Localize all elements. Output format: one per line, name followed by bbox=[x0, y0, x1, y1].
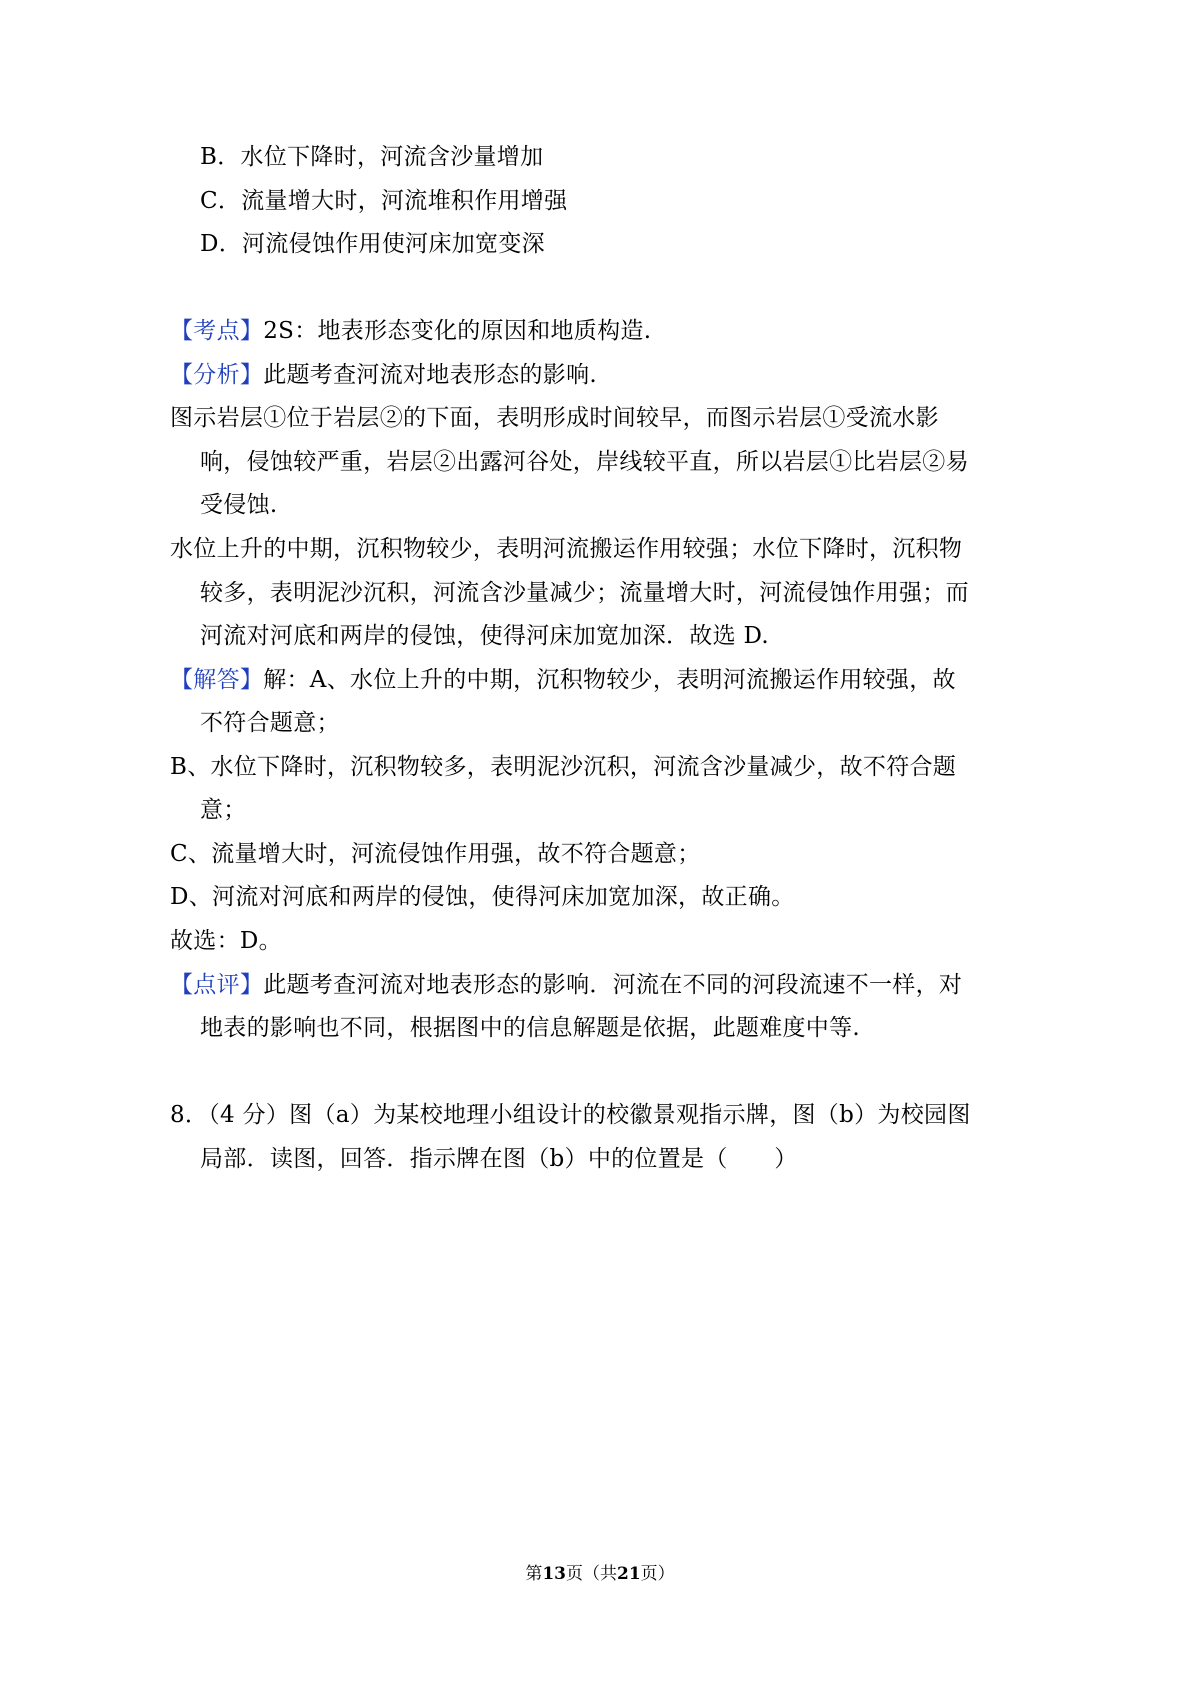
jieda-b-line-1: B、水位下降时，沉积物较多，表明泥沙沉积，河流含沙量减少，故不符合题 bbox=[170, 754, 957, 780]
kaodian-text: 2S：地表形态变化的原因和地质构造. bbox=[263, 318, 652, 344]
jieda-line-2: 不符合题意； bbox=[200, 710, 340, 736]
page-footer bbox=[0, 1563, 1200, 1585]
fenxi-p2-line-2: 较多，表明泥沙沉积，河流含沙量减少；流量增大时，河流侵蚀作用强；而 bbox=[200, 580, 969, 606]
question-8-line-1: 8．（4 分）图（a）为某校地理小组设计的校徽景观指示牌，图（b）为校园图 bbox=[170, 1102, 971, 1128]
footer-total-pages: 21 bbox=[617, 1564, 641, 1584]
footer-prefix: 第 bbox=[525, 1564, 543, 1584]
fenxi-p1-line-3: 受侵蚀. bbox=[200, 492, 278, 518]
option-d: D．河流侵蚀作用使河床加宽变深 bbox=[200, 231, 545, 257]
jieda-text: 解：A、水位上升的中期，沉积物较少，表明河流搬运作用较强，故 bbox=[263, 667, 956, 693]
jieda-tag: 【解答】 bbox=[170, 667, 264, 693]
jieda-d-line: D、河流对河底和两岸的侵蚀，使得河床加宽加深，故正确。 bbox=[170, 884, 795, 910]
fenxi-line bbox=[170, 360, 597, 390]
dianping-text: 此题考查河流对地表形态的影响．河流在不同的河段流速不一样，对 bbox=[263, 972, 963, 998]
fenxi-tag: 【分析】 bbox=[170, 362, 264, 388]
dianping-line-2: 地表的影响也不同，根据图中的信息解题是依据，此题难度中等. bbox=[200, 1015, 861, 1041]
footer-middle: 页（共 bbox=[566, 1564, 617, 1584]
dianping-line-1 bbox=[170, 970, 962, 1000]
option-b: B．水位下降时，河流含沙量增加 bbox=[200, 144, 544, 170]
fenxi-p2-line-3: 河流对河底和两岸的侵蚀，使得河床加宽加深．故选 D. bbox=[200, 623, 770, 649]
fenxi-p1-line-1: 图示岩层①位于岩层②的下面，表明形成时间较早，而图示岩层①受流水影 bbox=[170, 405, 939, 431]
dianping-tag: 【点评】 bbox=[170, 972, 264, 998]
kaodian-line bbox=[170, 316, 651, 346]
kaodian-tag: 【考点】 bbox=[170, 318, 264, 344]
footer-page-number: 13 bbox=[542, 1564, 566, 1584]
jieda-c-line: C、流量增大时，河流侵蚀作用强，故不符合题意； bbox=[170, 841, 701, 867]
jieda-b-line-2: 意； bbox=[200, 797, 247, 823]
fenxi-p2-line-1: 水位上升的中期，沉积物较少，表明河流搬运作用较强；水位下降时，沉积物 bbox=[170, 536, 963, 562]
jieda-line-1 bbox=[170, 665, 956, 695]
question-8-line-2: 局部．读图，回答．指示牌在图（b）中的位置是（ ） bbox=[200, 1146, 798, 1172]
footer-suffix: 页） bbox=[640, 1564, 675, 1584]
fenxi-text: 此题考查河流对地表形态的影响. bbox=[263, 362, 598, 388]
fenxi-p1-line-2: 响，侵蚀较严重，岩层②出露河谷处，岸线较平直，所以岩层①比岩层②易 bbox=[200, 449, 969, 475]
jieda-answer: 故选：D。 bbox=[170, 928, 282, 954]
option-c: C．流量增大时，河流堆积作用增强 bbox=[200, 188, 568, 214]
